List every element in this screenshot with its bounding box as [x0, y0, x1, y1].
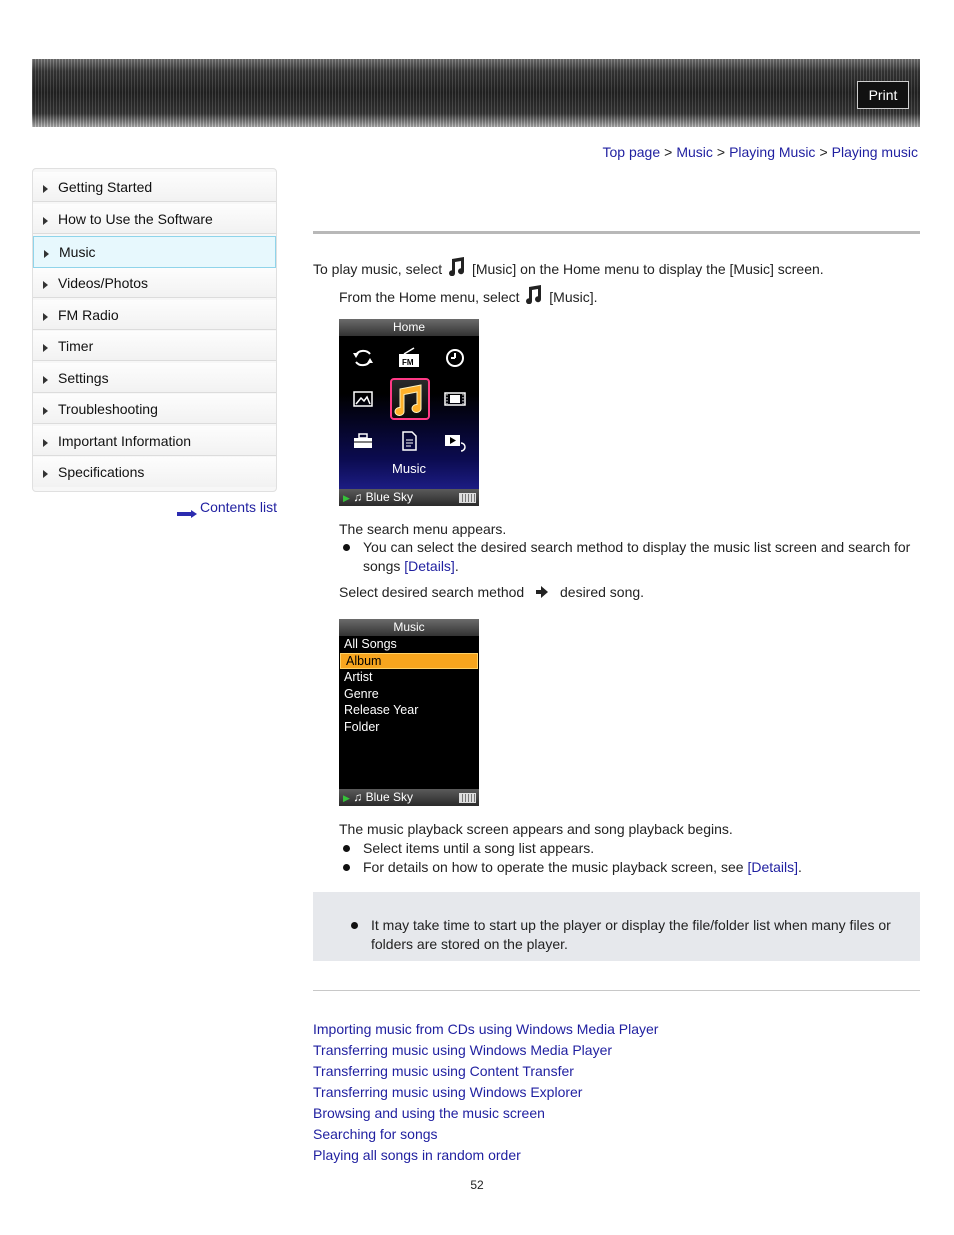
sidebar-item-timer[interactable]	[33, 331, 276, 361]
caret-right-icon	[43, 407, 48, 415]
page-number: 52	[470, 1178, 484, 1192]
step1-result: The search menu appears.	[339, 521, 507, 537]
status-song: Blue Sky	[365, 790, 413, 804]
breadcrumb-separator: >	[664, 144, 673, 160]
breadcrumb-separator: >	[716, 144, 726, 160]
related-topics	[313, 1020, 658, 1167]
hint-box	[313, 892, 920, 961]
breadcrumb-music[interactable]: Music	[676, 144, 713, 160]
sidebar-item-videos-photos[interactable]	[33, 268, 276, 298]
caret-right-icon	[43, 281, 48, 289]
step2-result: The music playback screen appears and song playback begins.	[339, 821, 733, 837]
contents-list-label: Contents list	[199, 499, 277, 515]
screen-caption: Music	[392, 461, 426, 476]
breadcrumb-separator: >	[819, 144, 828, 160]
list-item: Release Year	[344, 703, 419, 717]
hint-bullet: It may take time to start up the player or display the file/folder list when many files or folders are stored on the player.	[351, 916, 901, 954]
selected-music-tile	[390, 378, 430, 420]
breadcrumb-current[interactable]: Playing music	[831, 144, 918, 160]
list-item: Genre	[344, 686, 379, 701]
bullet-dot	[343, 845, 350, 852]
sidebar-item-label: Troubleshooting	[58, 400, 158, 417]
list-item: All Songs	[344, 637, 397, 651]
status-bar	[339, 489, 479, 506]
repeat-icon	[350, 345, 376, 371]
sidebar-item-label: How to Use the Software	[58, 210, 213, 227]
breadcrumb-playing-music[interactable]: Playing Music	[729, 144, 816, 160]
sidebar-item-fm-radio[interactable]	[33, 300, 276, 330]
video-icon	[442, 386, 468, 412]
arrow-right-icon	[536, 585, 548, 601]
related-link[interactable]: Importing music from CDs using Windows Media Player	[313, 1021, 659, 1037]
sidebar-item-label: Getting Started	[58, 178, 153, 195]
sidebar-item-label: FM Radio	[58, 306, 119, 323]
related-link[interactable]: Transferring music using Windows Media Player	[313, 1042, 613, 1058]
step2-bullet-1: Select items until a song list appears.	[343, 839, 920, 858]
fm-radio-icon	[396, 345, 422, 371]
caret-right-icon	[43, 470, 48, 478]
caret-right-icon	[43, 185, 48, 193]
play-icon: ▶	[343, 493, 350, 503]
music-note-icon	[392, 380, 428, 418]
caret-right-icon	[43, 376, 48, 384]
bullet-dot	[343, 864, 350, 871]
sidebar-item-label: Important Information	[58, 432, 192, 449]
sidebar-item-label: Timer	[58, 337, 94, 354]
details-link[interactable]: [Details]	[747, 859, 799, 875]
related-link[interactable]: Transferring music using Windows Explorer	[313, 1084, 583, 1100]
bullet-dot	[343, 544, 350, 551]
sidebar-item-label: Specifications	[58, 464, 145, 480]
sidebar-item-troubleshooting[interactable]	[33, 394, 276, 424]
details-link[interactable]: [Details]	[404, 558, 455, 574]
clock-icon	[442, 345, 468, 371]
status-song: Blue Sky	[365, 490, 413, 504]
bullet-dot	[351, 922, 358, 929]
contents-arrow-icon	[177, 505, 197, 513]
sidebar-item-important-information[interactable]	[33, 426, 276, 456]
list-item-selected: Album	[340, 653, 478, 670]
note-small-icon: ♫	[353, 490, 363, 504]
related-link[interactable]: Playing all songs in random order	[313, 1147, 521, 1163]
list-item: Folder	[344, 719, 380, 734]
intro-text: To play music, select [Music] on the Home menu to display the [Music] screen.	[313, 256, 824, 279]
sidebar-item-getting-started[interactable]	[33, 172, 276, 202]
sidebar-item-settings[interactable]	[33, 363, 276, 393]
breadcrumb-top-page[interactable]: Top page	[602, 144, 661, 160]
photo-icon	[350, 386, 376, 412]
svg-text:FM: FM	[402, 358, 414, 367]
battery-icon	[459, 493, 476, 503]
note-small-icon: ♫	[353, 790, 363, 804]
step2-bullet-2: For details on how to operate the music playback screen, see [Details].	[343, 858, 920, 877]
battery-icon	[459, 793, 476, 803]
note-icon	[525, 284, 543, 307]
step1-bullet: You can select the desired search method to display the music list screen and search for songs [Details].	[343, 538, 920, 576]
home-menu-screenshot	[339, 319, 479, 506]
caret-right-icon	[43, 439, 48, 447]
sidebar-item-label: Settings	[58, 369, 109, 386]
sidebar-item-software[interactable]	[33, 204, 276, 234]
related-link[interactable]: Browsing and using the music screen	[313, 1105, 545, 1121]
caret-right-icon	[44, 250, 49, 258]
sidebar-item-music[interactable]	[33, 236, 276, 268]
screen-title: Music	[339, 619, 479, 636]
sidebar-item-label: Music	[59, 244, 96, 260]
bottom-divider	[313, 990, 920, 991]
step1-text: From the Home menu, select [Music].	[339, 284, 598, 307]
list-item: Artist	[344, 670, 373, 684]
music-menu-screenshot	[339, 619, 479, 806]
related-link[interactable]: Transferring music using Content Transfer	[313, 1063, 574, 1079]
screen-title: Home	[339, 319, 479, 336]
sidebar-item-specifications[interactable]	[33, 457, 276, 487]
related-link[interactable]: Searching for songs	[313, 1126, 438, 1142]
sidebar-item-label: Videos/Photos	[58, 274, 149, 291]
print-button[interactable]: Print	[857, 81, 909, 109]
now-playing-icon	[442, 428, 468, 454]
caret-right-icon	[43, 344, 48, 352]
breadcrumb	[603, 144, 918, 160]
toolbox-icon	[350, 428, 376, 454]
play-icon: ▶	[343, 793, 350, 803]
step2-text: Select desired search method desired song.	[339, 584, 645, 600]
top-divider	[313, 231, 920, 234]
contents-list-link[interactable]	[177, 499, 277, 515]
status-bar	[339, 789, 479, 806]
caret-right-icon	[43, 313, 48, 321]
note-icon	[448, 256, 466, 279]
sidebar	[32, 168, 277, 492]
caret-right-icon	[43, 217, 48, 225]
document-icon	[396, 428, 422, 454]
header-banner	[32, 59, 920, 127]
